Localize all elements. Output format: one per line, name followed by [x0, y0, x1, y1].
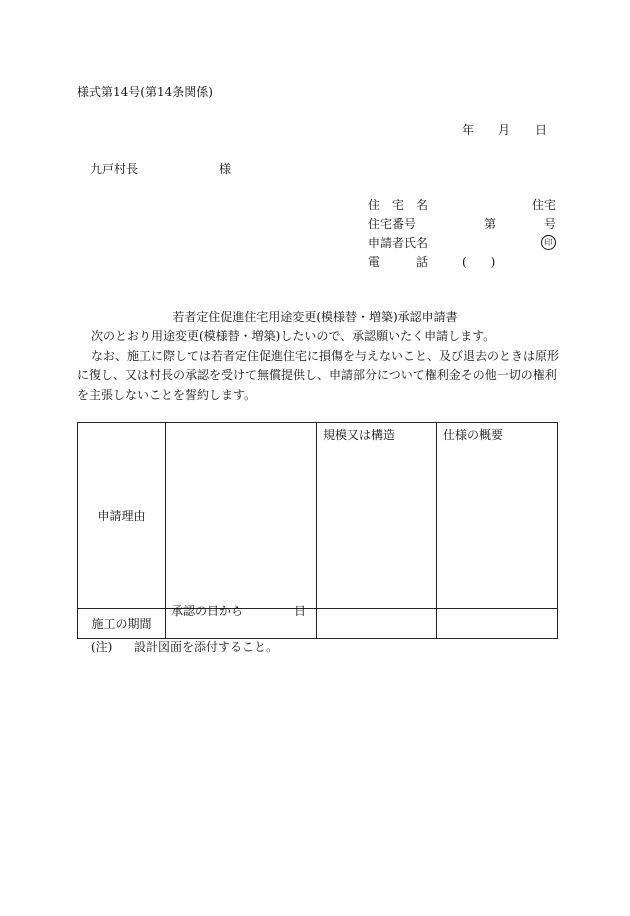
date-day-label: 日: [535, 123, 548, 137]
house-number-prefix: 第: [484, 217, 497, 231]
body-line-3: に復し、又は村長の承認を受けて無償提供し、申請部分について権利金その他一切の権利: [77, 368, 557, 382]
period-extra-cell-1[interactable]: [317, 609, 437, 639]
body-line-4: を主張しないことを誓約します。: [77, 388, 257, 402]
addressee-honorific: 様: [219, 162, 232, 176]
period-from: 承認の日から: [171, 604, 244, 618]
scale-cell[interactable]: [317, 423, 437, 609]
date-month-label: 月: [498, 123, 511, 137]
reason-label-cell: [78, 423, 166, 609]
phone-label: 電 話: [368, 255, 429, 269]
house-number-label: 住宅番号: [368, 217, 417, 231]
body-line-2: なお、施工に際しては若者定住促進住宅に損傷を与えないこと、及び退去のときは原形: [91, 349, 560, 363]
reason-label: 申請理由: [97, 509, 146, 523]
spec-cell[interactable]: [437, 423, 558, 609]
period-input-cell[interactable]: [166, 604, 317, 639]
table-row-reason: [78, 423, 558, 609]
phone-parens: ( ): [462, 255, 496, 269]
date-year-label: 年: [462, 123, 475, 137]
house-name-suffix: 住宅: [532, 198, 557, 212]
note-label: (注): [91, 640, 113, 654]
period-label: 施工の期間: [91, 617, 152, 631]
request-table: [77, 422, 558, 639]
period-label-cell: [78, 609, 166, 639]
seal-mark: 印: [541, 235, 556, 250]
reason-input-cell[interactable]: [166, 423, 317, 609]
addressee-name: 九戸村長: [90, 162, 139, 176]
period-extra-cell-2[interactable]: [437, 609, 558, 639]
scale-header: 規模又は構造: [323, 428, 396, 442]
applicant-name-label: 申請者氏名: [368, 236, 429, 250]
period-day: 日: [294, 604, 307, 618]
seal-icon: [541, 236, 556, 251]
house-number-suffix: 号: [544, 217, 557, 231]
document-title: 若者定住促進住宅用途変更(模様替・増築)承認申請書: [172, 310, 458, 324]
body-line-1: 次のとおり用途変更(模様替・増築)したいので、承認願いたく申請します。: [91, 329, 496, 343]
house-name-label: 住 宅 名: [368, 198, 429, 212]
form-number: 様式第14号(第14条関係): [77, 85, 213, 99]
table-row-period: [78, 609, 558, 639]
note-text: 設計図面を添付すること。: [134, 640, 279, 654]
spec-header: 仕様の概要: [443, 428, 504, 442]
